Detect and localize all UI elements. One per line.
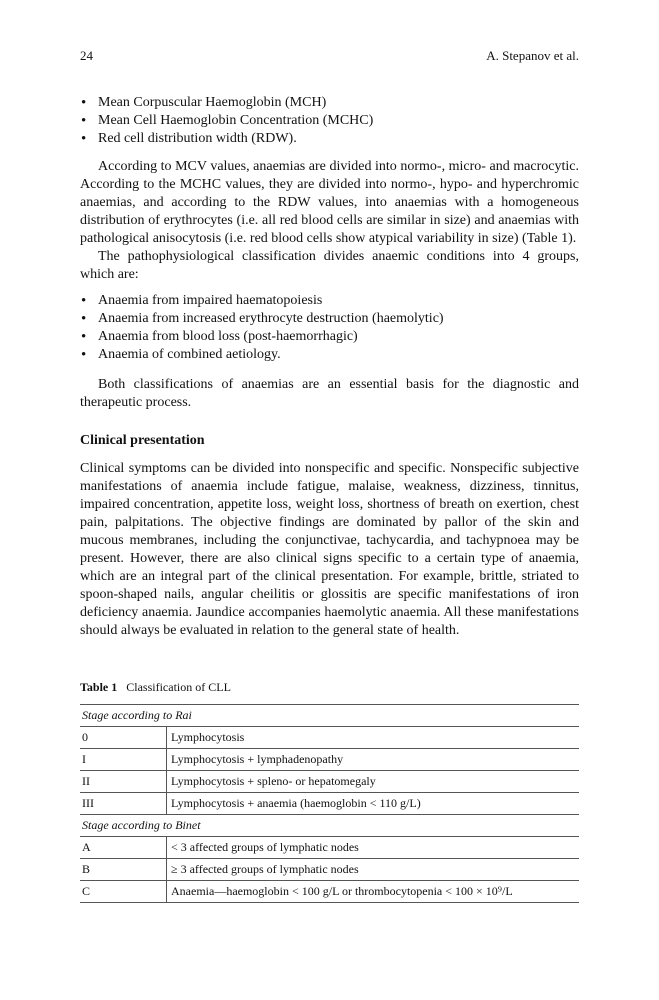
- page-number: 24: [80, 48, 93, 63]
- table-label: Table 1: [80, 680, 118, 694]
- table-cell-stage: C: [82, 884, 91, 898]
- section-heading: Clinical presentation: [80, 433, 205, 448]
- table-row: [80, 837, 579, 859]
- table-cell-stage: 0: [82, 730, 88, 744]
- paragraph-classifications: Both classifications of anaemias are an essential basis for the diagnostic and therapeutic process.: [80, 377, 579, 410]
- list-item: • Anaemia from impaired haematopoiesis: [80, 292, 579, 310]
- paragraph-mcv: According to MCV values, anaemias are divided into normo-, micro- and macrocytic. According to the MCHC values, they are divided into normo-, hypo- and hyperchromic anaemias, and according to the RDW values, into anaemias with a homogeneous distribution of erythrocytes (i.e. all red blood cells are similar in size) and anaemias with pathological anisocytosis (i.e. red blood cells show atypical variability in size) (Table 1).: [80, 159, 579, 246]
- table-cell-stage: A: [82, 840, 91, 854]
- list-item: • Anaemia of combined aetiology.: [80, 346, 579, 364]
- table-section-binet: Stage according to Binet: [82, 818, 201, 832]
- table-row: [80, 705, 579, 727]
- table-row: [80, 771, 579, 793]
- table-cell-stage: I: [82, 752, 86, 766]
- table-cell-desc: Lymphocytosis: [167, 727, 580, 749]
- page-header: [80, 48, 579, 64]
- list-item: • Mean Corpuscular Haemoglobin (MCH): [80, 94, 579, 112]
- table-cell-desc: Lymphocytosis + lymphadenopathy: [167, 749, 580, 771]
- table-cell-desc: ≥ 3 affected groups of lymphatic nodes: [167, 859, 580, 881]
- table-row: [80, 881, 579, 903]
- bullet-list-groups: [80, 292, 579, 364]
- paragraph-pathophysiological: The pathophysiological classification divides anaemic conditions into 4 groups, which are:: [80, 249, 579, 282]
- table-caption: [80, 680, 579, 695]
- table-caption-text: Classification of CLL: [126, 680, 231, 694]
- list-item: • Anaemia from blood loss (post-haemorrhagic): [80, 328, 579, 346]
- running-head: A. Stepanov et al.: [486, 48, 579, 63]
- classification-table: [80, 704, 579, 903]
- table-cell-stage: III: [82, 796, 94, 810]
- table-row: [80, 859, 579, 881]
- page: [80, 48, 579, 903]
- table-cell-desc: Anaemia—haemoglobin < 100 g/L or thrombocytopenia < 100 × 10⁹/L: [167, 881, 580, 903]
- table-cell-stage: B: [82, 862, 91, 876]
- bullet-list-indices: [80, 94, 579, 148]
- list-item: • Mean Cell Haemoglobin Concentration (MCHC): [80, 112, 579, 130]
- table-cell-stage: II: [82, 774, 90, 788]
- paragraph-clinical: Clinical symptoms can be divided into nonspecific and specific. Nonspecific subjective manifestations of anaemia include fatigue, malaise, weakness, dizziness, tinnitus, impaired concentration, appetite loss, weight loss, shortness of breath on exertion, chest pain, palpitations. The objective findings are dominated by pallor of the skin and mucous membranes, including the conjunctivae, tachycardia, and tachypnoea may be present. However, there are also clinical signs specific to a certain type of anaemia, which are an integral part of the clinical presentation. For example, brittle, striated to spoon-shaped nails, angular cheilitis or glossitis are specific manifestations of iron deficiency anaemia. Jaundice accompanies haemolytic anaemia. All these manifestations should always be evaluated in relation to the general state of health.: [80, 461, 579, 638]
- table-cell-desc: < 3 affected groups of lymphatic nodes: [167, 837, 580, 859]
- table-row: [80, 793, 579, 815]
- table-section-rai: Stage according to Rai: [82, 708, 192, 722]
- table-cell-desc: Lymphocytosis + spleno- or hepatomegaly: [167, 771, 580, 793]
- table-row: [80, 727, 579, 749]
- table-row: [80, 815, 579, 837]
- list-item: • Red cell distribution width (RDW).: [80, 130, 579, 148]
- table-cell-desc: Lymphocytosis + anaemia (haemoglobin < 110 g/L): [167, 793, 580, 815]
- table-row: [80, 749, 579, 771]
- list-item: • Anaemia from increased erythrocyte destruction (haemolytic): [80, 310, 579, 328]
